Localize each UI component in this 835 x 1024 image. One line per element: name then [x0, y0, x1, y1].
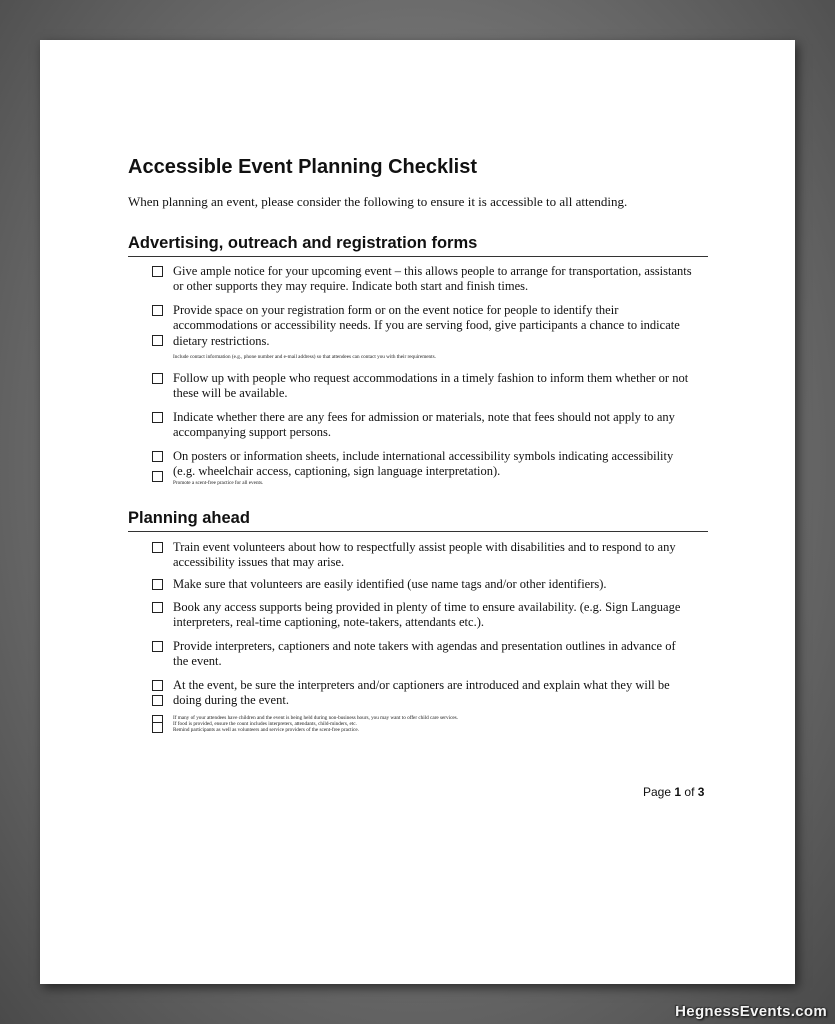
checkbox-icon[interactable] [152, 722, 163, 733]
document-page [40, 40, 795, 984]
checkbox-icon[interactable] [152, 471, 163, 482]
site-watermark: HegnessEvents.com [675, 1003, 827, 1020]
checklist-item-text: Indicate whether there are any fees for admission or materials, note that fees should not apply to any accompanying support persons. [173, 410, 675, 440]
checklist-item-note: Remind participants as well as volunteers and service providers of the scent-free practice. [173, 727, 359, 733]
checkbox-icon[interactable] [152, 641, 163, 652]
section-heading-planning-ahead: Planning ahead [128, 509, 708, 532]
checklist-item-text: Train event volunteers about how to respectfully assist people with disabilities and to respond to any accessibility issues that may arise. [173, 540, 676, 570]
checklist-item-note: Include contact information (e.g., phone number and e-mail address) so that attendees can contact you with their requirements. [173, 354, 436, 360]
intro-paragraph: When planning an event, please consider the following to ensure it is accessible to all attending. [128, 194, 628, 209]
checklist-item-text: Book any access supports being provided in plenty of time to ensure availability. (e.g. Sign Language interpreters, real-time captioning, note-takers, attendants etc.). [173, 600, 681, 630]
section-heading-advertising: Advertising, outreach and registration forms [128, 234, 708, 257]
checkbox-icon[interactable] [152, 602, 163, 613]
checklist-item-text: On posters or information sheets, include international accessibility symbols indicating accessibility (e.g. wheelchair access, captioning, sign language interpretation). [173, 449, 674, 479]
checklist-item-note: If food is provided, ensure the count includes interpreters, attendants, child-minders, etc. [173, 721, 357, 727]
checkbox-icon[interactable] [152, 373, 163, 384]
page-number: Page 1 of 3 [643, 785, 705, 799]
checkbox-icon[interactable] [152, 680, 163, 691]
checkbox-icon[interactable] [152, 579, 163, 590]
checkbox-icon[interactable] [152, 412, 163, 423]
checkbox-icon[interactable] [152, 335, 163, 346]
checkbox-icon[interactable] [152, 695, 163, 706]
checkbox-icon[interactable] [152, 305, 163, 316]
checklist-item-text: At the event, be sure the interpreters and/or captioners are introduced and explain what they will be doing during the event. [173, 678, 670, 708]
checkbox-icon[interactable] [152, 266, 163, 277]
checkbox-icon[interactable] [152, 542, 163, 553]
page-title: Accessible Event Planning Checklist [128, 156, 478, 178]
checklist-item-text: Make sure that volunteers are easily identified (use name tags and/or other identifiers). [173, 577, 607, 591]
checklist-item-text: Provide space on your registration form or on the event notice for people to identify their accommodations or accessibility needs. If you are serving food, give participants a chance to indicate dietary restrictions. [173, 303, 680, 348]
checkbox-icon[interactable] [152, 451, 163, 462]
checklist-item-note: If many of your attendees have children and the event is being held during non-business hours, you may want to offer child care services. [173, 715, 458, 721]
checklist-item-text: Provide interpreters, captioners and note takers with agendas and presentation outlines in advance of the event. [173, 639, 676, 669]
checklist-item-note: Promote a scent-free practice for all events. [173, 480, 264, 486]
checklist-item-text: Give ample notice for your upcoming event – this allows people to arrange for transportation, assistants or other supports they may require. Indicate both start and finish times. [173, 264, 692, 294]
checklist-item-text: Follow up with people who request accommodations in a timely fashion to inform them whether or not these will be available. [173, 371, 689, 401]
